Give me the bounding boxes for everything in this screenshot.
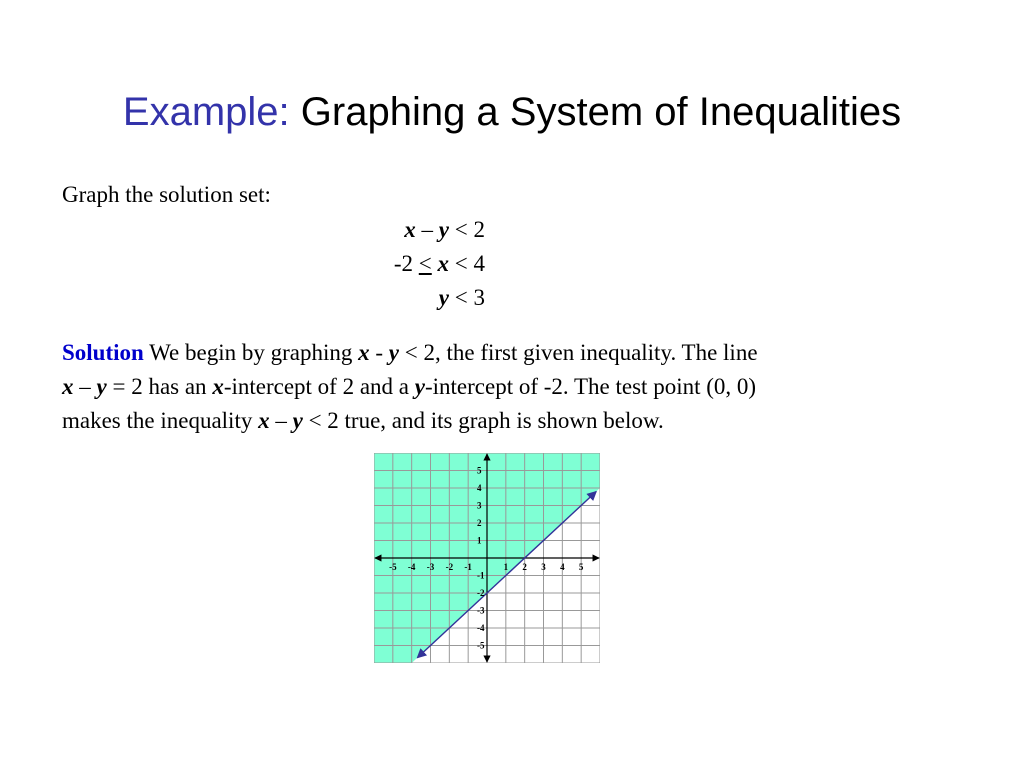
- page-title: [0, 92, 1024, 132]
- y-tick-label: -4: [477, 623, 485, 633]
- solution-var-y: y: [96, 374, 107, 399]
- solution-text: < 2 true, and its graph is shown below.: [302, 408, 664, 433]
- inequality-2-lhs: -2: [393, 251, 419, 276]
- inequality-1-lt: <: [449, 217, 474, 242]
- inequality-3: [439, 284, 485, 312]
- solution-var-y: y: [388, 340, 399, 365]
- y-tick-label: -5: [477, 640, 485, 651]
- intro-text: Graph the solution set:: [62, 182, 271, 207]
- inequality-1-y: y: [438, 217, 450, 242]
- solution-text: We begin by graphing: [143, 340, 359, 365]
- solution-var-y: y: [292, 408, 303, 433]
- solution-line-1: [62, 336, 962, 370]
- y-tick-label: -1: [477, 570, 485, 581]
- x-tick-label: -2: [445, 562, 454, 572]
- solution-text: < 2, the first given inequality. The line: [399, 340, 758, 365]
- title-accent: Example:: [122, 90, 290, 134]
- solution-text: = 2 has an: [106, 374, 213, 399]
- x-tick-label: 3: [541, 562, 546, 572]
- y-tick-label: -2: [477, 588, 485, 598]
- solution-paragraph: [62, 336, 962, 438]
- y-tick-label: 1: [477, 535, 482, 546]
- solution-line-2: [62, 370, 962, 404]
- solution-var-y: y: [414, 374, 425, 399]
- solution-var-x: x: [212, 374, 224, 399]
- solution-var-x: x: [258, 408, 270, 433]
- x-tick-label: -3: [426, 562, 435, 572]
- y-tick-label: 2: [477, 518, 482, 528]
- inequality-2-rhs: 4: [473, 251, 485, 276]
- inequality-2: [394, 250, 485, 278]
- solution-var-x: x: [62, 374, 74, 399]
- solution-text: –: [269, 408, 293, 433]
- solution-label: Solution: [62, 340, 144, 365]
- solution-text: –: [73, 374, 97, 399]
- y-tick-label: -3: [477, 605, 485, 616]
- inequality-2-lt: <: [449, 251, 474, 276]
- x-tick-label: -1: [464, 562, 472, 572]
- x-tick-label: 5: [578, 562, 584, 572]
- x-tick-label: 2: [522, 562, 527, 572]
- x-tick-label: -4: [407, 562, 416, 572]
- inequality-2-le: <: [418, 251, 432, 276]
- x-tick-label: 1: [503, 562, 509, 572]
- solution-text: -: [369, 340, 389, 365]
- title-text: Graphing a System of Inequalities: [300, 90, 902, 134]
- x-tick-label: 4: [560, 562, 565, 572]
- inequality-3-rhs: 3: [473, 285, 485, 310]
- inequality-3-lt: <: [449, 285, 474, 310]
- inequality-1-x: x: [404, 217, 416, 242]
- inequality-1-rhs: 2: [473, 217, 485, 242]
- x-tick-label: -5: [389, 562, 397, 572]
- inequality-3-y: y: [438, 285, 450, 310]
- y-tick-label: 5: [477, 465, 482, 476]
- solution-text: makes the inequality: [62, 408, 259, 433]
- solution-text: -intercept of 2 and a: [223, 374, 415, 399]
- inequality-2-x: x: [437, 251, 450, 276]
- y-tick-label: 3: [477, 500, 482, 511]
- solution-var-x: x: [358, 340, 370, 365]
- solution-line-3: [62, 404, 962, 438]
- inequality-1-op: –: [415, 217, 439, 242]
- inequality-graph: [374, 453, 600, 663]
- inequality-1: [404, 216, 485, 244]
- y-tick-label: 4: [477, 483, 482, 493]
- solution-text: -intercept of -2. The test point (0, 0): [424, 374, 757, 399]
